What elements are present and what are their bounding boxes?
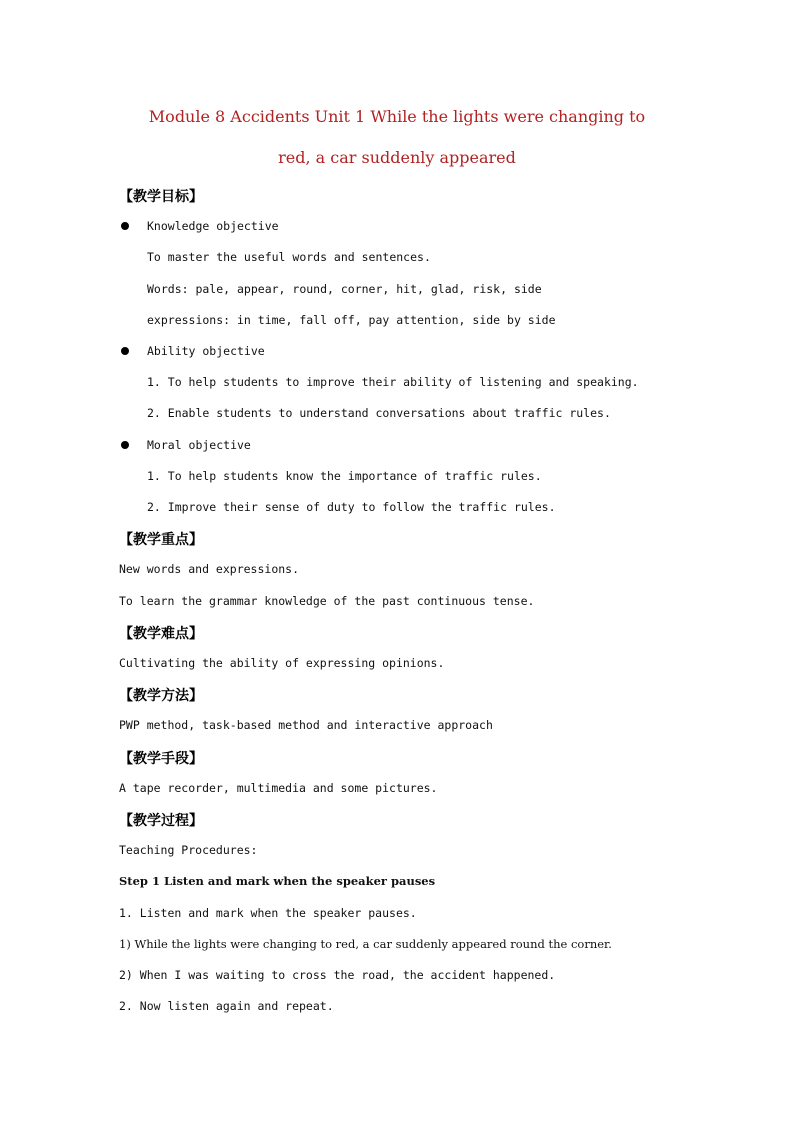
ability-objective-label: Ability objective — [147, 344, 265, 358]
key-points-heading: 【教学重点】 — [119, 532, 203, 548]
bullet-icon — [121, 347, 129, 355]
ability-item: 1. To help students to improve their ability of listening and speaking. — [147, 375, 639, 389]
process-item: 2. Now listen again and repeat. — [119, 999, 334, 1013]
moral-item: 1. To help students know the importance of traffic rules. — [147, 469, 542, 483]
difficulties-heading: 【教学难点】 — [119, 626, 203, 642]
aid-item: A tape recorder, multimedia and some pictures. — [119, 781, 438, 795]
methods-heading: 【教学方法】 — [119, 688, 203, 704]
process-item: 2) When I was waiting to cross the road, the accident happened. — [119, 968, 556, 982]
aids-heading: 【教学手段】 — [119, 751, 203, 767]
knowledge-objective-label: Knowledge objective — [147, 219, 279, 233]
process-item: 1. Listen and mark when the speaker pauses. — [119, 906, 417, 920]
document-title-line-1: Module 8 Accidents Unit 1 While the lights were changing to — [148, 107, 646, 126]
process-heading: 【教学过程】 — [119, 813, 203, 829]
moral-objective-label: Moral objective — [147, 438, 251, 452]
method-item: PWP method, task-based method and interactive approach — [119, 718, 493, 732]
ability-item: 2. Enable students to understand conversations about traffic rules. — [147, 406, 611, 420]
knowledge-item: To master the useful words and sentences. — [147, 250, 431, 264]
difficulty-item: Cultivating the ability of expressing opinions. — [119, 656, 445, 670]
step-1-heading: Step 1 Listen and mark when the speaker pauses — [119, 874, 436, 888]
key-point-item: New words and expressions. — [119, 562, 300, 576]
key-point-item: To learn the grammar knowledge of the past continuous tense. — [119, 594, 535, 608]
moral-item: 2. Improve their sense of duty to follow the traffic rules. — [147, 500, 556, 514]
knowledge-item: expressions: in time, fall off, pay attention, side by side — [147, 313, 556, 327]
bullet-icon — [121, 441, 129, 449]
document-title-line-2: red, a car suddenly appeared — [278, 148, 516, 167]
knowledge-item: Words: pale, appear, round, corner, hit, glad, risk, side — [147, 282, 542, 296]
process-intro: Teaching Procedures: — [119, 843, 258, 857]
process-item: 1) While the lights were changing to red, a car suddenly appeared round the corner. — [119, 937, 612, 951]
bullet-icon — [121, 222, 129, 230]
objectives-heading: 【教学目标】 — [119, 189, 203, 205]
